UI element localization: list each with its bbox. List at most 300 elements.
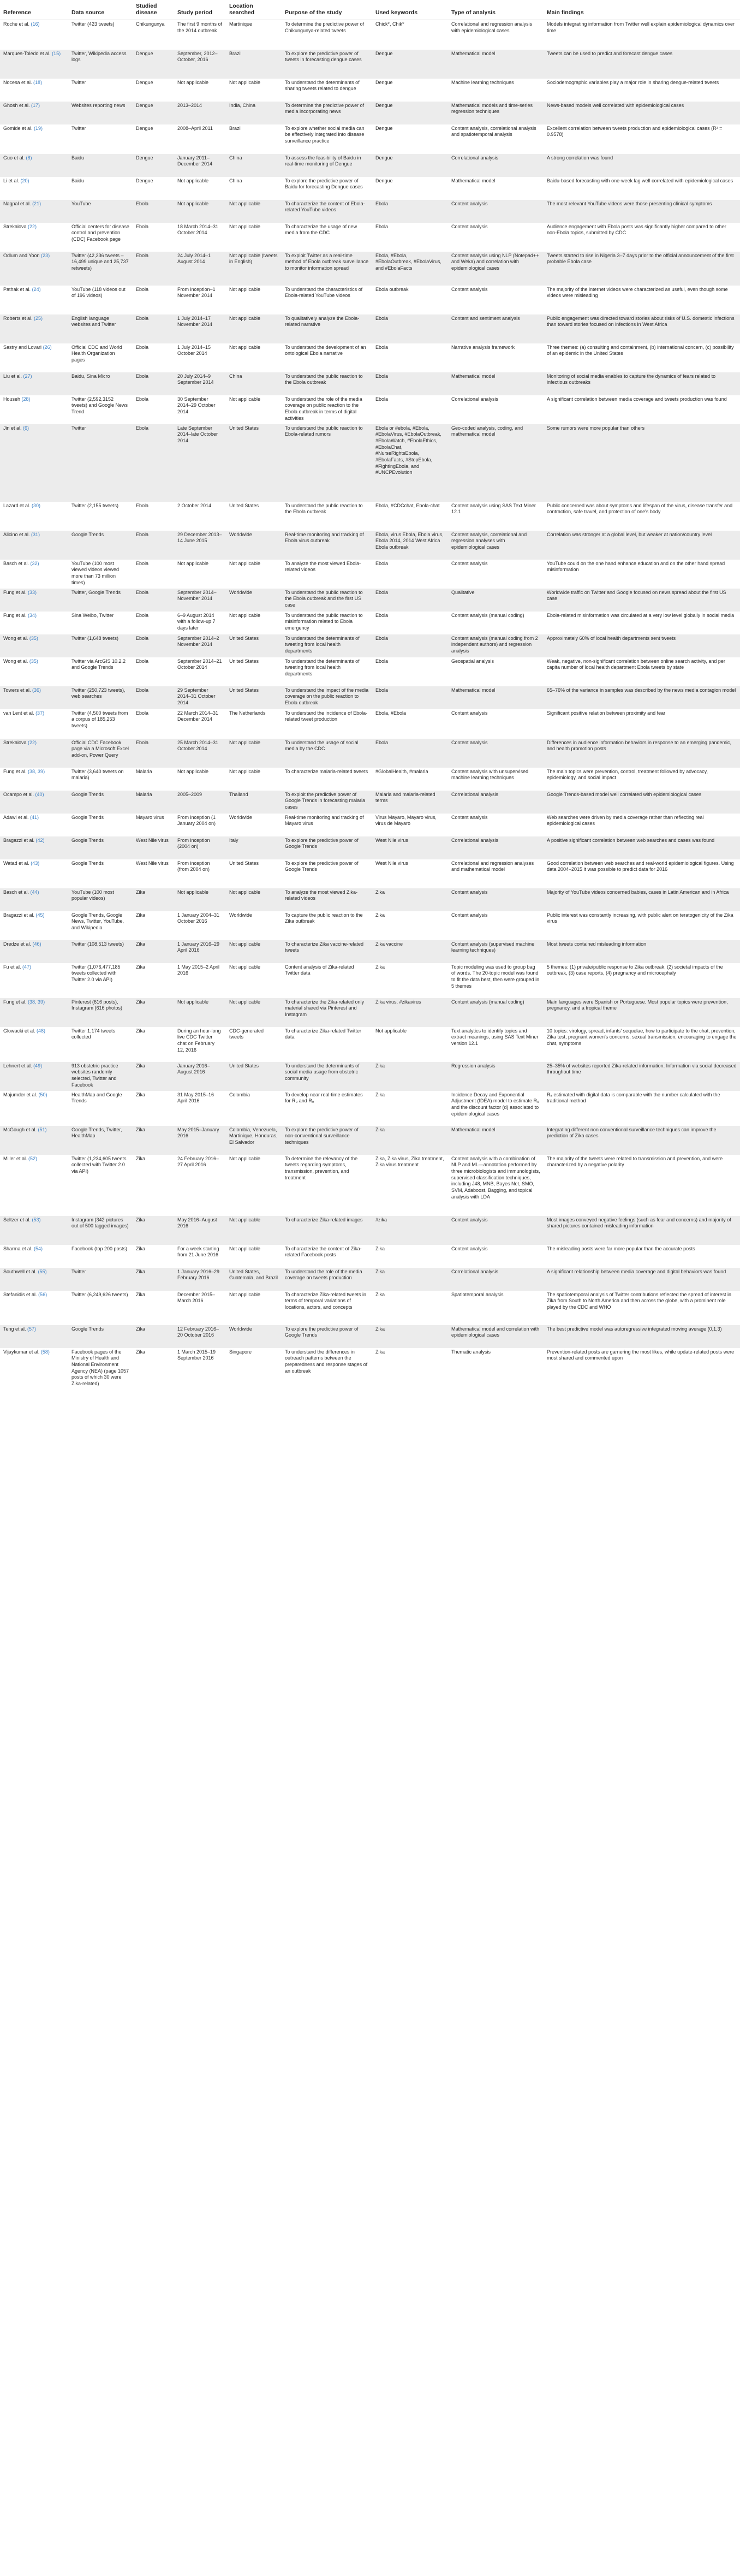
cell-purpose: To exploit the predictive power of Google Trends in forecasting malaria cases	[282, 791, 372, 814]
cell-location-searched: Not applicable	[229, 560, 261, 566]
table-row	[0, 768, 740, 791]
reference-link[interactable]: (35)	[29, 658, 38, 664]
cell-type-of-analysis: Geo-coded analysis, coding, and mathematical model	[448, 424, 544, 502]
cell-location-searched: Not applicable	[226, 200, 282, 223]
cell-location-searched: United States	[229, 658, 259, 664]
cell-location-searched: Brazil	[226, 50, 282, 79]
cell-study-period: 1 January 2016–29 February 2016	[174, 1268, 226, 1291]
reference-link[interactable]: (54)	[34, 1245, 43, 1251]
cell-reference	[0, 888, 68, 911]
reference-link[interactable]: (56)	[38, 1291, 47, 1297]
cell-main-findings: Differences in audience information behaviors in response to an emerging pandemic, and health promotion posts	[544, 739, 740, 768]
cell-used-keywords: Not applicable	[375, 1028, 407, 1034]
cell-used-keywords: #zika	[372, 1216, 448, 1245]
cell-reference	[0, 286, 68, 314]
cell-location-searched: China	[226, 154, 282, 177]
reference-author: van Lent et al.	[3, 710, 34, 716]
cell-used-keywords: Ebola	[375, 560, 389, 566]
reference-author: Bragazzi et al.	[3, 912, 35, 918]
cell-data-source: Twitter	[68, 1268, 133, 1291]
cell-main-findings: YouTube could on the one hand enhance education and on the other hand spread misinformation	[547, 560, 725, 573]
cell-main-findings: Significant positive relation between proximity and fear	[547, 710, 666, 716]
table-row	[0, 314, 740, 343]
cell-reference	[0, 424, 68, 502]
cell-type-of-analysis: Correlational and regression analysis with epidemiological cases	[451, 21, 533, 33]
cell-purpose: To understand the determinants of tweeting from local health departments	[282, 634, 372, 657]
table-row	[0, 1091, 740, 1126]
cell-main-findings: Majority of YouTube videos concerned babies, cases in Latin American and in Africa	[544, 888, 740, 911]
cell-used-keywords: Ebola	[372, 589, 448, 612]
cell-type-of-analysis: Content analysis	[451, 814, 488, 820]
reference-link[interactable]: (23)	[41, 252, 50, 258]
reference-link[interactable]: (37)	[35, 710, 45, 716]
cell-main-findings: Most tweets contained misleading information	[544, 940, 740, 963]
reference-link[interactable]: (40)	[35, 791, 44, 797]
cell-used-keywords: Ebola or #ebola, #Ebola, #EbolaVirus, #EbolaOutbreak, #EbolaWatch, #EbolaEthics, #EbolaChat, #NurseRightsEbola, #EbolaFacts, #StopEbola, #FightingEbola, and #UNCPEvolution	[372, 424, 448, 502]
cell-studied-disease: Ebola	[133, 372, 174, 395]
cell-reference	[0, 1348, 68, 1387]
reference-link[interactable]: (34)	[28, 612, 37, 618]
reference-link[interactable]: (58)	[40, 1349, 50, 1355]
cell-reference	[0, 589, 68, 612]
reference-link[interactable]: (43)	[31, 860, 40, 866]
reference-link[interactable]: (31)	[31, 531, 40, 537]
cell-data-source: YouTube (100 most viewed videos viewed more than 73 million times)	[71, 560, 120, 585]
cell-used-keywords: Zika vaccine	[372, 940, 448, 963]
cell-main-findings: A significant correlation between media coverage and tweets production was found	[547, 396, 727, 402]
cell-study-period: The first 9 months of the 2014 outbreak	[177, 21, 223, 33]
reference-link[interactable]: (49)	[33, 1063, 43, 1069]
cell-location-searched: Worldwide	[229, 814, 252, 820]
reference-author: Watad et al.	[3, 860, 29, 866]
cell-used-keywords: Zika	[375, 912, 385, 918]
cell-used-keywords: Zika	[372, 1062, 448, 1091]
cell-type-of-analysis: Content analysis using NLP (Notepad++ and Weka) and correlation with epidemiological cases	[448, 252, 544, 286]
cell-used-keywords: Zika, Zika virus, Zika treatment, Zika virus treatment	[375, 1155, 444, 1168]
reference-link[interactable]: (52)	[28, 1155, 38, 1161]
cell-reference	[0, 102, 68, 124]
cell-location-searched: Worldwide	[229, 912, 252, 918]
cell-type-of-analysis: Spatiotemporal analysis	[451, 1291, 504, 1297]
cell-study-period: 1 January 2004–31 October 2016	[177, 912, 220, 924]
cell-type-of-analysis: Content analysis using SAS Text Miner 12.1	[451, 502, 536, 515]
cell-location-searched: Colombia	[229, 1091, 250, 1097]
cell-used-keywords: Dengue	[372, 50, 448, 79]
cell-type-of-analysis: Mathematical model	[451, 177, 496, 183]
cell-main-findings: Excellent correlation between tweets production and epidemiological cases (R² = 0.9578)	[547, 125, 723, 138]
cell-data-source: Google Trends	[71, 860, 104, 866]
cell-main-findings: The most relevant YouTube videos were those presenting clinical symptoms	[544, 200, 740, 223]
cell-purpose: To explore the predictive power of Google Trends	[282, 1325, 372, 1348]
header-type-of-analysis: Type of analysis	[448, 0, 544, 20]
cell-location-searched: United States	[226, 686, 282, 709]
cell-data-source: Websites reporting news	[68, 102, 133, 124]
reference-link[interactable]: (18)	[33, 79, 43, 85]
cell-purpose: To explore the predictive power of Google Trends	[285, 860, 359, 872]
cell-location-searched: India, China	[226, 102, 282, 124]
table-row	[0, 589, 740, 612]
reference-link[interactable]: (15)	[52, 50, 61, 56]
reference-author: Liu et al.	[3, 373, 22, 379]
reference-author: Fung et al.	[3, 768, 27, 774]
table-row	[0, 286, 740, 314]
cell-purpose: Real-time monitoring and tracking of Mayaro virus	[285, 814, 364, 827]
cell-main-findings: Integrating different non conventional surveillance techniques can improve the prediction of Zika cases	[544, 1126, 740, 1155]
reference-link[interactable]: (6)	[23, 425, 29, 431]
cell-type-of-analysis: Content analysis with unsupervised machine learning techniques	[451, 768, 529, 781]
cell-purpose: To understand the differences in outreach patterns between the preparedness and response stages of an outbreak	[285, 1349, 368, 1374]
cell-used-keywords: Ebola	[372, 200, 448, 223]
reference-link[interactable]: (27)	[23, 373, 32, 379]
reference-link[interactable]: (45)	[35, 912, 45, 918]
cell-reference	[0, 1155, 68, 1216]
cell-studied-disease: West Nile virus	[133, 836, 174, 859]
reference-link[interactable]: (26)	[43, 344, 52, 350]
cell-studied-disease: Ebola	[133, 200, 174, 223]
reference-link[interactable]: (17)	[31, 102, 40, 108]
header-data-source: Data source	[68, 0, 133, 20]
reference-link[interactable]: (35)	[29, 635, 38, 641]
cell-purpose: To explore the predictive power of Google Trends	[282, 836, 372, 859]
cell-study-period: From inception (1 January 2004 on)	[177, 814, 216, 827]
cell-data-source: Twitter (108,513 tweets)	[68, 940, 133, 963]
cell-main-findings: Three themes: (a) consulting and containment, (b) international concern, (c) possibility of an epidemic in the United States	[547, 344, 734, 357]
reference-author: Gomide et al.	[3, 125, 33, 131]
reference-author: Nagpal et al.	[3, 200, 31, 206]
reference-link[interactable]: (38, 39)	[28, 999, 45, 1005]
cell-location-searched: China	[229, 177, 242, 183]
cell-used-keywords: Ebola	[372, 686, 448, 709]
table-row	[0, 343, 740, 372]
cell-location-searched: China	[226, 372, 282, 395]
cell-main-findings: Rₐ estimated with digital data is comparable with the number calculated with the traditional method	[547, 1091, 720, 1104]
cell-data-source: Google Trends	[68, 531, 133, 560]
cell-purpose: To characterize Zika-related tweets in terms of temporal variations of locations, actors, and concepts	[285, 1291, 367, 1310]
cell-used-keywords: Ebola, #Ebola, #EbolaOutbreak, #EbolaVirus, and #EbolaFacts	[372, 252, 448, 286]
cell-purpose: To determine the predictive power of media incorporating news	[282, 102, 372, 124]
reference-author: Roberts et al.	[3, 315, 33, 321]
cell-data-source: Official CDC Facebook page via a Microsoft Excel add-on, Power Query	[68, 739, 133, 768]
cell-used-keywords: Ebola	[375, 612, 389, 618]
cell-main-findings: The majority of the internet videos were characterized as useful, even though some videos were misleading	[547, 286, 728, 299]
reference-link[interactable]: (38, 39)	[28, 768, 45, 774]
cell-study-period: 1 July 2014–17 November 2014	[174, 314, 226, 343]
reference-link[interactable]: (25)	[34, 315, 43, 321]
reference-author: Southwell et al.	[3, 1268, 37, 1274]
cell-main-findings: Ebola-related misinformation was circulated at a very low level globally in social media	[547, 612, 735, 618]
reference-link[interactable]: (22)	[28, 739, 37, 745]
reference-link[interactable]: (20)	[20, 177, 29, 183]
cell-type-of-analysis: Qualitative	[448, 589, 544, 612]
cell-location-searched: Worldwide	[226, 1325, 282, 1348]
cell-location-searched: Not applicable	[229, 768, 261, 774]
cell-purpose: To characterize the content of Ebola-related YouTube videos	[282, 200, 372, 223]
cell-study-period: From inception (2004 on)	[174, 836, 226, 859]
reference-author: Dredze et al.	[3, 941, 32, 947]
reference-author: Adawi et al.	[3, 814, 29, 820]
cell-studied-disease: Dengue	[133, 154, 174, 177]
cell-data-source: Twitter (2,592,3152 tweets) and Google News Trend	[71, 396, 128, 414]
cell-studied-disease: Dengue	[136, 177, 153, 183]
table-row	[0, 560, 740, 589]
cell-reference	[0, 177, 68, 200]
cell-purpose: To understand the impact of the media coverage on the public reaction to Ebola outbreak	[282, 686, 372, 709]
reference-author: Guo et al.	[3, 155, 25, 161]
cell-location-searched: Not applicable	[229, 1155, 261, 1161]
cell-study-period: Not applicable	[174, 888, 226, 911]
cell-type-of-analysis: Content analysis	[448, 739, 544, 768]
reference-link[interactable]: (28)	[21, 396, 31, 402]
cell-location-searched: Worldwide	[226, 589, 282, 612]
header-study-period: Study period	[174, 0, 226, 20]
cell-reference	[0, 1291, 68, 1325]
cell-location-searched: Not applicable	[229, 1291, 261, 1297]
cell-used-keywords: Zika virus, #zikavirus	[372, 998, 448, 1027]
cell-type-of-analysis: Correlational analysis	[451, 396, 499, 402]
cell-used-keywords: West Nile virus	[372, 836, 448, 859]
reference-link[interactable]: (24)	[32, 286, 41, 292]
cell-type-of-analysis: Content analysis (manual coding from 2 independent authors) and regression analysis	[448, 634, 544, 657]
cell-studied-disease: Ebola	[133, 686, 174, 709]
reference-link[interactable]: (44)	[30, 889, 39, 895]
cell-data-source: Sina Weibo, Twitter	[71, 612, 114, 618]
cell-study-period: 2008–April 2011	[177, 125, 213, 131]
cell-data-source: Twitter (250,723 tweets), web searches	[68, 686, 133, 709]
cell-data-source: 913 obstetric practice websites randomly selected, Twitter and Facebook	[68, 1062, 133, 1091]
header-reference: Reference	[0, 0, 68, 20]
reference-link[interactable]: (19)	[34, 125, 43, 131]
cell-studied-disease: Ebola	[136, 286, 149, 292]
reference-author: Wong et al.	[3, 635, 28, 641]
table-row	[0, 177, 740, 200]
cell-location-searched: Brazil	[229, 125, 242, 131]
reference-link[interactable]: (8)	[26, 155, 32, 161]
cell-location-searched: United States, Guatemala, and Brazil	[226, 1268, 282, 1291]
cell-type-of-analysis: Content analysis	[451, 912, 488, 918]
cell-main-findings: The misleading posts were far more popular than the accurate posts	[547, 1245, 695, 1251]
reference-link[interactable]: (50)	[38, 1091, 47, 1097]
cell-purpose: To characterize Zika-related images	[282, 1216, 372, 1245]
cell-location-searched: Not applicable	[229, 964, 261, 970]
reference-author: Li et al.	[3, 177, 20, 183]
cell-reference	[0, 560, 68, 589]
cell-studied-disease: Ebola	[133, 531, 174, 560]
cell-study-period: From inception (from 2004 on)	[177, 860, 210, 872]
cell-location-searched: Not applicable	[229, 612, 261, 618]
cell-purpose: To understand the public reaction to the Ebola outbreak	[282, 372, 372, 395]
cell-reference	[0, 859, 68, 888]
cell-used-keywords: Dengue	[375, 177, 393, 183]
header-location-searched: Location searched	[226, 0, 282, 20]
cell-study-period: 30 September 2014–29 October 2014	[177, 396, 216, 414]
table-row	[0, 154, 740, 177]
cell-studied-disease: Ebola	[133, 634, 174, 657]
cell-location-searched: Not applicable	[229, 344, 261, 350]
cell-study-period: 2 October 2014	[177, 502, 212, 508]
cell-location-searched: Worldwide	[226, 531, 282, 560]
cell-main-findings: Sociodemographic variables play a major role in sharing dengue-related tweets	[547, 79, 719, 85]
cell-main-findings: Approximately 60% of local health departments sent tweets	[544, 634, 740, 657]
cell-studied-disease: Zika	[136, 1291, 146, 1297]
cell-main-findings: Tweets started to rise in Nigeria 3–7 days prior to the official announcement of the first probable Ebola case	[544, 252, 740, 286]
reference-link[interactable]: (36)	[32, 687, 41, 693]
table-row	[0, 1062, 740, 1091]
table-row	[0, 791, 740, 814]
cell-studied-disease: Zika	[136, 1028, 146, 1034]
table-row	[0, 963, 740, 998]
cell-studied-disease: Ebola	[136, 223, 149, 229]
cell-purpose: To explore the predictive power of tweets in forecasting dengue cases	[282, 50, 372, 79]
reference-link[interactable]: (22)	[28, 223, 37, 229]
cell-data-source: Facebook (top 200 posts)	[71, 1245, 128, 1251]
cell-reference	[0, 1027, 68, 1062]
table-row	[0, 79, 740, 102]
cell-reference	[0, 124, 68, 154]
reference-author: Towers et al.	[3, 687, 31, 693]
reference-link[interactable]: (21)	[32, 200, 41, 206]
cell-main-findings: Public engagement was directed toward stories about risks of U.S. domestic infections than toward stories focused on infections in West Africa	[544, 314, 740, 343]
cell-used-keywords: Ebola	[372, 634, 448, 657]
table-row	[0, 888, 740, 911]
reference-link[interactable]: (32)	[30, 560, 39, 566]
cell-studied-disease: Zika	[133, 940, 174, 963]
reference-link[interactable]: (46)	[32, 941, 41, 947]
cell-main-findings: Weak, negative, non-significant correlation between online search activity, and per capita number of local health department Ebola tweets by state	[547, 658, 725, 670]
reference-author: Fung et al.	[3, 999, 27, 1005]
cell-purpose: To determine the predictive power of Chikungunya-related tweets	[285, 21, 365, 33]
cell-data-source: Google Trends	[68, 1325, 133, 1348]
cell-used-keywords: Ebola	[375, 658, 389, 664]
reference-link[interactable]: (57)	[27, 1326, 37, 1332]
reference-author: Jin et al.	[3, 425, 22, 431]
cell-studied-disease: Ebola	[136, 560, 149, 566]
cell-location-searched: United States	[226, 634, 282, 657]
reference-link[interactable]: (55)	[38, 1268, 47, 1274]
cell-type-of-analysis: Content analysis	[451, 1245, 488, 1251]
cell-reference	[0, 1325, 68, 1348]
cell-type-of-analysis: Correlational and regression analyses and mathematical model	[451, 860, 534, 872]
cell-studied-disease: Zika	[133, 998, 174, 1027]
table-row	[0, 911, 740, 940]
cell-reference	[0, 502, 68, 531]
cell-used-keywords: Dengue	[372, 154, 448, 177]
reference-link[interactable]: (33)	[28, 589, 37, 595]
cell-study-period: Not applicable	[177, 560, 209, 566]
reference-author: Ocampo et al.	[3, 791, 34, 797]
cell-reference	[0, 1216, 68, 1245]
cell-main-findings: Web searches were driven by media coverage rather than reflecting real epidemiological cases	[547, 814, 704, 827]
cell-main-findings: Main languages were Spanish or Portuguese. Most popular topics were prevention, pregnancy, and a tropical theme	[544, 998, 740, 1027]
cell-data-source: Baidu, Sina Micro	[68, 372, 133, 395]
cell-studied-disease: Ebola	[136, 396, 149, 402]
reference-link[interactable]: (41)	[30, 814, 39, 820]
cell-main-findings: 65–76% of the variance in samples was described by the news media contagion model	[544, 686, 740, 709]
table-row	[0, 859, 740, 888]
reference-link[interactable]: (48)	[37, 1028, 46, 1034]
cell-type-of-analysis: Topic modeling was used to group bag of words. The 20-topic model was found to fit the data best, then were grouped in 5 themes	[451, 964, 540, 989]
cell-studied-disease: Zika	[136, 1091, 146, 1097]
reference-author: Miller et al.	[3, 1155, 27, 1161]
cell-location-searched: United States	[229, 860, 259, 866]
cell-reference	[0, 1062, 68, 1091]
reference-link[interactable]: (47)	[22, 964, 32, 970]
cell-used-keywords: #GlobalHealth, #malaria	[375, 768, 428, 774]
header-studied-disease: Studied disease	[133, 0, 174, 20]
cell-data-source: Pinterest (616 posts), Instagram (616 photos)	[68, 998, 133, 1027]
reference-author: Glowacki et al.	[3, 1028, 35, 1034]
table-header	[0, 0, 740, 20]
cell-studied-disease: Zika	[136, 1155, 146, 1161]
cell-study-period: January 2016–August 2016	[174, 1062, 226, 1091]
reference-link[interactable]: (30)	[32, 502, 41, 508]
reference-author: Lehnert et al.	[3, 1063, 32, 1069]
cell-main-findings: A significant relationship between media coverage and digital behaviors was found	[544, 1268, 740, 1291]
header-main-findings: Main findings	[544, 0, 740, 20]
table-row	[0, 657, 740, 686]
cell-location-searched: Not applicable	[229, 286, 261, 292]
cell-used-keywords: Zika	[375, 1091, 385, 1097]
cell-study-period: September 2014–21 October 2014	[177, 658, 222, 670]
reference-author: Ghosh et al.	[3, 102, 30, 108]
table-row	[0, 709, 740, 739]
cell-type-of-analysis: Regression analysis	[448, 1062, 544, 1091]
cell-used-keywords: Zika	[375, 964, 385, 970]
cell-used-keywords: Ebola outbreak	[375, 286, 409, 292]
cell-study-period: For a week starting from 21 June 2016	[177, 1245, 219, 1258]
cell-data-source: Twitter (3,640 tweets on malaria)	[71, 768, 124, 781]
cell-type-of-analysis: Content analysis	[451, 710, 488, 716]
table-row	[0, 124, 740, 154]
cell-studied-disease: Dengue	[136, 79, 153, 85]
reference-link[interactable]: (16)	[31, 21, 40, 27]
cell-purpose: Real-time monitoring and tracking of Ebola virus outbreak	[282, 531, 372, 560]
table-row	[0, 502, 740, 531]
cell-purpose: To understand the characteristics of Ebola-related YouTube videos	[285, 286, 363, 299]
reference-link[interactable]: (42)	[35, 837, 45, 843]
reference-link[interactable]: (51)	[38, 1126, 47, 1132]
cell-data-source: Facebook pages of the Ministry of Health and National Environment Agency (NEA) (page 1057 posts of which 30 were Zika-related)	[71, 1349, 129, 1386]
reference-author: Roche et al.	[3, 21, 30, 27]
cell-reference	[0, 836, 68, 859]
cell-studied-disease: Dengue	[133, 50, 174, 79]
reference-author: Basch et al.	[3, 889, 29, 895]
cell-type-of-analysis: Content analysis	[448, 200, 544, 223]
cell-purpose: To characterize the content of Zika-related Facebook posts	[285, 1245, 362, 1258]
cell-type-of-analysis: Incidence Decay and Exponential Adjustment (IDEA) model to estimate R₀ and the discount factor (d) associated to epidemiological cases	[451, 1091, 539, 1117]
cell-main-findings: 5 themes: (1) private/public response to Zika outbreak, (2) societal impacts of the outbreak, (3) case reports, (4) pregnancy and microcephaly	[547, 964, 723, 976]
cell-study-period: During an hour-long live CDC Twitter chat on February 12, 2016	[177, 1028, 221, 1053]
cell-data-source: Twitter (4,500 tweets from a corpus of 185,253 tweets)	[71, 710, 128, 728]
cell-reference	[0, 612, 68, 634]
cell-main-findings: Models integrating information from Twitter well explain epidemiological dynamics over time	[547, 21, 735, 33]
reference-link[interactable]: (53)	[32, 1216, 41, 1222]
cell-data-source: Twitter (6,249,626 tweets)	[71, 1291, 128, 1297]
cell-data-source: Twitter (2,155 tweets)	[71, 502, 119, 508]
cell-main-findings: Google Trends-based model well correlated with epidemiological cases	[544, 791, 740, 814]
cell-data-source: Baidu	[68, 154, 133, 177]
cell-study-period: 18 March 2014–31 October 2014	[177, 223, 219, 236]
cell-main-findings: Public interest was constantly increasing, with public alert on teratogenicity of the Zika virus	[547, 912, 733, 924]
cell-data-source: Google Trends	[68, 791, 133, 814]
table-row	[0, 1155, 740, 1216]
table-row	[0, 739, 740, 768]
table-row	[0, 372, 740, 395]
cell-purpose: To qualitatively analyze the Ebola-related narrative	[282, 314, 372, 343]
cell-location-searched: Not applicable	[226, 1216, 282, 1245]
cell-reference	[0, 814, 68, 836]
reference-author: Bragazzi et al.	[3, 837, 35, 843]
cell-purpose: To understand the public reaction to the Ebola outbreak	[285, 502, 363, 515]
